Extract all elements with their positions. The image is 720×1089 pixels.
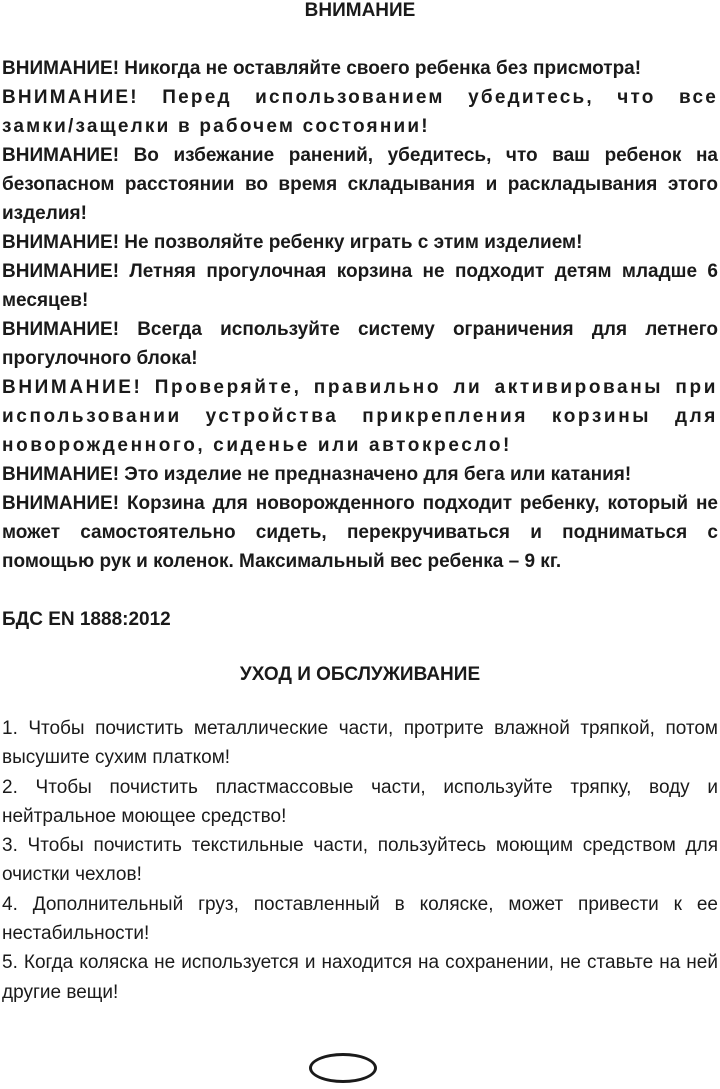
- warning-item: ВНИМАНИЕ! Не позволяйте ребенку играть с этим изделием!: [2, 232, 583, 253]
- care-list: [2, 714, 718, 1007]
- warning-item: ВНИМАНИЕ! Корзина для новорожденного подходит ребенку, который не может самостоятельно сидеть, перекручиваться и подниматься с помощью рук и коленок. Максимальный вес ребенка – 9 кг.: [2, 493, 718, 572]
- care-item: 1. Чтобы почистить металлические части, протрите влажной тряпкой, потом высушите сухим платком!: [2, 718, 718, 769]
- page-number-oval: [309, 1053, 377, 1083]
- warning-item: ВНИМАНИЕ! Во избежание ранений, убедитесь, что ваш ребенок на безопасном расстоянии во время складывания и раскладывания этого изделия!: [2, 145, 718, 224]
- care-item: 2. Чтобы почистить пластмассовые части, используйте тряпку, воду и нейтральное моющее средство!: [2, 776, 718, 827]
- warning-item: ВНИМАНИЕ! Проверяйте, правильно ли активированы при использовании устройства прикрепления корзины для новорожденного, сиденье или автокресло!: [2, 377, 718, 456]
- document-page: [2, 0, 718, 1007]
- warning-item: ВНИМАНИЕ! Никогда не оставляйте своего ребенка без присмотра!: [2, 58, 642, 79]
- warning-item: ВНИМАНИЕ! Летняя прогулочная корзина не подходит детям младше 6 месяцев!: [2, 261, 718, 311]
- care-item: 4. Дополнительный груз, поставленный в коляске, может привести к ее нестабильности!: [2, 893, 718, 945]
- standard-reference: БДС EN 1888:2012: [2, 609, 171, 630]
- warning-item: ВНИМАНИЕ! Перед использованием убедитесь, что все замки/защелки в рабочем состоянии!: [2, 87, 718, 137]
- warnings-list: [2, 54, 718, 576]
- warning-item: ВНИМАНИЕ! Это изделие не предназначено для бега или катания!: [2, 464, 632, 485]
- warning-title: ВНИМАНИЕ: [304, 0, 416, 21]
- care-item: 3. Чтобы почистить текстильные части, пользуйтесь моющим средством для очистки чехлов!: [2, 835, 718, 886]
- warning-item: ВНИМАНИЕ! Всегда используйте систему ограничения для летнего прогулочного блока!: [2, 319, 718, 369]
- care-item: 5. Когда коляска не используется и находится на сохранении, не ставьте на ней другие вещи!: [2, 952, 718, 1003]
- care-title: УХОД И ОБСЛУЖИВАНИЕ: [239, 664, 481, 685]
